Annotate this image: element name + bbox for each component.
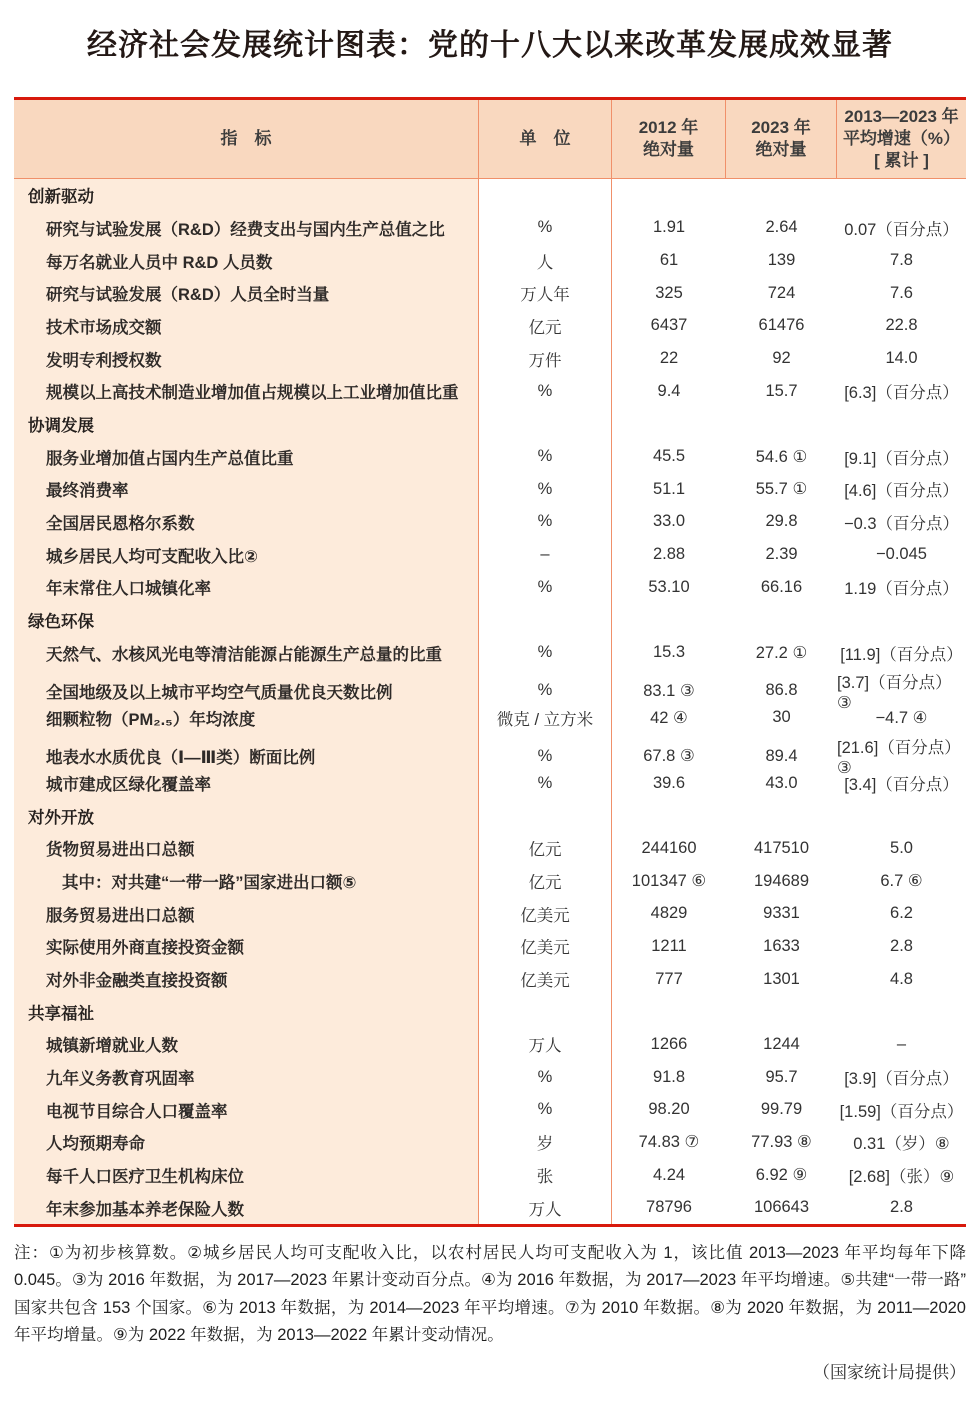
row-unit: 万人年	[479, 277, 612, 310]
row-value-2023: 1244	[763, 1034, 800, 1053]
row-value-growth: 7.8	[890, 251, 913, 270]
section-row	[14, 799, 966, 832]
row-value-2012: 67.8 ③	[643, 747, 695, 766]
row-unit: %	[479, 1061, 612, 1094]
row-value-2023	[726, 604, 837, 637]
row-value-2023: 95.7	[765, 1067, 798, 1086]
row-value-2012: 4.24	[652, 1165, 686, 1184]
table-row	[14, 244, 966, 277]
row-unit: 万人	[479, 1028, 612, 1061]
row-value-growth: 22.8	[885, 316, 918, 335]
row-value-2012: 244160	[641, 838, 697, 857]
row-value-2012: 45.5	[652, 447, 686, 466]
row-value-growth: 2.8	[890, 1198, 913, 1217]
row-value-2023: 2.64	[765, 218, 798, 237]
row-label: 年末常住人口城镇化率	[14, 571, 479, 604]
row-label: 协调发展	[14, 408, 479, 441]
row-value-2012	[612, 995, 726, 1028]
row-label: 发明专利授权数	[14, 342, 479, 375]
row-unit: 万件	[479, 342, 612, 375]
table-row	[14, 669, 966, 712]
row-value-2023: 89.4	[765, 746, 798, 765]
row-unit: 人	[479, 244, 612, 277]
table-row	[14, 1191, 966, 1224]
row-unit: %	[479, 506, 612, 539]
row-label: 细颗粒物（PM₂.₅）年均浓度	[14, 702, 479, 735]
table-row	[14, 897, 966, 930]
row-unit: %	[479, 767, 612, 800]
table-row	[14, 636, 966, 669]
row-value-growth: 1.19（百分点）	[844, 580, 959, 599]
row-value-2023: 27.2 ①	[755, 643, 808, 662]
table-row	[14, 1126, 966, 1159]
table-row	[14, 1028, 966, 1061]
row-value-2023: 86.8	[765, 681, 798, 700]
row-unit: 亿美元	[479, 963, 612, 996]
row-unit: %	[479, 669, 612, 713]
row-label: 年末参加基本养老保险人数	[14, 1191, 479, 1224]
row-value-2012	[612, 604, 726, 637]
row-value-growth: 6.7 ⑥	[880, 872, 923, 891]
row-unit	[479, 799, 612, 832]
table-row	[14, 277, 966, 310]
row-unit: 岁	[479, 1126, 612, 1159]
row-value-growth: [1.59]（百分点）	[839, 1102, 964, 1121]
row-unit: %	[479, 473, 612, 506]
row-label: 实际使用外商直接投资金额	[14, 930, 479, 963]
row-unit: 亿元	[479, 310, 612, 343]
row-unit: %	[479, 212, 612, 245]
row-label: 人均预期寿命	[14, 1126, 479, 1159]
row-value-2012: 42 ④	[650, 708, 688, 727]
row-unit: 万人	[479, 1191, 612, 1224]
column-header-unit: 单 位	[479, 100, 612, 178]
row-value-2023: 106643	[753, 1198, 810, 1217]
row-value-growth	[837, 408, 966, 441]
table-row	[14, 1061, 966, 1094]
row-value-2012: 777	[655, 969, 683, 988]
table-row	[14, 212, 966, 245]
table-row	[14, 767, 966, 800]
row-value-2012	[612, 408, 726, 441]
row-label: 共享福祉	[14, 995, 479, 1028]
row-label: 天然气、水核风光电等清洁能源占能源生产总量的比重	[14, 636, 479, 669]
row-value-2012: 51.1	[652, 479, 686, 498]
row-value-growth: 0.07（百分点）	[844, 220, 959, 239]
table-row	[14, 865, 966, 898]
column-header-growth: 2013—2023 年 平均增速（%） [ 累计 ]	[842, 107, 961, 170]
row-value-2023: 61476	[758, 316, 805, 335]
row-value-2023	[726, 408, 837, 441]
row-unit	[479, 179, 612, 212]
row-value-growth: 5.0	[890, 838, 913, 857]
table-row	[14, 310, 966, 343]
column-header-indicator: 指 标	[14, 100, 479, 178]
column-header-2023: 2023 年 绝对量	[726, 100, 837, 178]
row-value-growth: [21.6]（百分点）③	[837, 739, 961, 778]
row-unit: 亿元	[479, 832, 612, 865]
row-value-2023: 2.39	[765, 545, 798, 564]
row-label: 最终消费率	[14, 473, 479, 506]
row-value-growth: –	[896, 1034, 907, 1053]
row-value-2012: 98.20	[648, 1100, 690, 1119]
stats-table	[14, 97, 966, 1227]
row-unit: 亿美元	[479, 930, 612, 963]
row-value-2012: 6437	[650, 316, 688, 335]
row-unit: %	[479, 1093, 612, 1126]
row-value-2012: 39.6	[652, 773, 686, 792]
row-value-growth	[837, 995, 966, 1028]
row-value-2012: 61	[659, 251, 679, 270]
row-value-2023: 92	[772, 349, 791, 368]
row-unit	[479, 995, 612, 1028]
row-unit: –	[479, 538, 612, 571]
row-label: 城乡居民人均可支配收入比②	[14, 538, 479, 571]
row-value-growth: −0.045	[876, 545, 927, 564]
row-label: 研究与试验发展（R&D）经费支出与国内生产总值之比	[14, 212, 479, 245]
row-value-2023	[726, 799, 837, 832]
table-row	[14, 963, 966, 996]
row-unit: %	[479, 734, 612, 778]
row-value-2023: 55.7 ①	[755, 480, 808, 499]
row-value-2023: 99.79	[760, 1100, 803, 1119]
row-value-growth	[837, 604, 966, 637]
row-value-2023: 417510	[753, 838, 810, 857]
row-label: 研究与试验发展（R&D）人员全时当量	[14, 277, 479, 310]
row-value-2012: 78796	[646, 1198, 692, 1217]
row-value-2012	[612, 179, 726, 212]
table-row	[14, 342, 966, 375]
row-value-growth: [2.68]（张）⑨	[848, 1168, 955, 1187]
row-value-2023: 15.7	[765, 381, 798, 400]
table-header-row	[14, 100, 966, 179]
row-value-growth: [3.9]（百分点）	[844, 1070, 959, 1089]
row-value-2012: 2.88	[652, 545, 686, 564]
row-label: 对外开放	[14, 799, 479, 832]
row-unit: %	[479, 375, 612, 408]
table-row	[14, 571, 966, 604]
row-value-growth: [6.3]（百分点）	[844, 384, 959, 403]
row-label: 全国地级及以上城市平均空气质量优良天数比例	[14, 669, 479, 713]
row-unit: 亿美元	[479, 897, 612, 930]
row-unit: 张	[479, 1159, 612, 1192]
table-row	[14, 473, 966, 506]
row-value-2023: 724	[767, 283, 796, 302]
row-unit: %	[479, 571, 612, 604]
row-label: 技术市场成交额	[14, 310, 479, 343]
table-row	[14, 702, 966, 735]
row-label: 创新驱动	[14, 179, 479, 212]
row-value-growth: 4.8	[890, 969, 913, 988]
table-row	[14, 1159, 966, 1192]
row-label: 电视节目综合人口覆盖率	[14, 1093, 479, 1126]
row-unit	[479, 604, 612, 637]
row-value-2012: 9.4	[657, 381, 681, 400]
row-value-2012	[612, 799, 726, 832]
table-row	[14, 1093, 966, 1126]
row-label: 地表水水质优良（Ⅰ—Ⅲ类）断面比例	[14, 734, 479, 778]
table-row	[14, 538, 966, 571]
row-label: 服务贸易进出口总额	[14, 897, 479, 930]
row-value-growth: [3.7]（百分点）③	[837, 673, 952, 712]
row-label: 其中：对共建“一带一路”国家进出口额⑤	[14, 865, 479, 898]
row-value-growth: 14.0	[885, 349, 918, 368]
table-row	[14, 440, 966, 473]
row-value-2012: 53.10	[648, 577, 690, 596]
row-value-2012: 4829	[650, 904, 688, 923]
row-value-2023: 77.93 ⑧	[751, 1133, 812, 1152]
table-row	[14, 930, 966, 963]
table-row	[14, 375, 966, 408]
row-label: 每千人口医疗卫生机构床位	[14, 1159, 479, 1192]
row-value-2023: 30	[772, 708, 791, 727]
row-value-growth: 2.8	[890, 936, 913, 955]
row-unit: %	[479, 636, 612, 669]
row-label: 城镇新增就业人数	[14, 1028, 479, 1061]
row-value-2023: 139	[767, 251, 796, 270]
row-value-2012: 101347 ⑥	[631, 872, 707, 891]
table-body	[14, 179, 966, 1224]
row-value-2023: 29.8	[765, 512, 798, 531]
row-value-2023: 9331	[763, 904, 800, 923]
row-label: 绿色环保	[14, 604, 479, 637]
row-value-growth: [11.9]（百分点）	[840, 645, 963, 664]
row-value-2012: 15.3	[652, 643, 686, 662]
row-unit: %	[479, 440, 612, 473]
row-value-2023: 1633	[763, 936, 800, 955]
row-value-growth: 7.6	[890, 283, 913, 302]
row-label: 全国居民恩格尔系数	[14, 506, 479, 539]
row-value-growth: −0.3（百分点）	[843, 514, 960, 533]
row-label: 九年义务教育巩固率	[14, 1061, 479, 1094]
row-label: 每万名就业人员中 R&D 人员数	[14, 244, 479, 277]
section-row	[14, 408, 966, 441]
section-row	[14, 179, 966, 212]
row-label: 规模以上高技术制造业增加值占规模以上工业增加值比重	[14, 375, 479, 408]
row-value-growth	[837, 179, 966, 212]
row-value-2023: 1301	[763, 969, 800, 988]
source-credit: （国家统计局提供）	[813, 1362, 966, 1382]
table-row	[14, 506, 966, 539]
row-label: 对外非金融类直接投资额	[14, 963, 479, 996]
row-value-growth: [9.1]（百分点）	[844, 449, 959, 468]
row-value-growth	[837, 799, 966, 832]
row-value-2023: 43.0	[765, 773, 798, 792]
row-value-2023: 194689	[753, 871, 810, 890]
row-value-2023	[726, 995, 837, 1028]
row-unit: 微克 / 立方米	[479, 702, 612, 735]
row-label: 货物贸易进出口总额	[14, 832, 479, 865]
row-value-2012: 1211	[651, 936, 687, 955]
row-label: 服务业增加值占国内生产总值比重	[14, 440, 479, 473]
row-value-2012: 325	[655, 283, 683, 302]
row-value-2012: 22	[659, 349, 679, 368]
row-value-2012: 74.83 ⑦	[638, 1133, 700, 1152]
section-row	[14, 995, 966, 1028]
row-value-2012: 83.1 ③	[643, 681, 695, 700]
table-row	[14, 832, 966, 865]
section-row	[14, 604, 966, 637]
row-value-2012: 33.0	[652, 512, 686, 531]
row-value-growth: 0.31（岁）⑧	[853, 1135, 950, 1154]
row-value-2012: 91.8	[652, 1067, 686, 1086]
row-value-growth: [3.4]（百分点）	[844, 776, 959, 795]
table-row	[14, 734, 966, 778]
row-value-2012: 1.91	[652, 218, 686, 237]
row-value-growth: 6.2	[890, 904, 913, 923]
row-value-growth: [4.6]（百分点）	[844, 482, 959, 501]
row-value-2023: 6.92 ⑨	[755, 1166, 808, 1185]
footnotes: 注：①为初步核算数。②城乡居民人均可支配收入比，以农村居民人均可支配收入为 1，该比值 2013—2023 年平均每年下降 0.045。③为 2016 年数据，为 2017—2023 年累计变动百分点。④为 2016 年数据，为 2017—2023 年平均增速。⑤共建“一带一路”国家共包含 153 个国家。⑥为 2013 年数据，为 2014—2023 年平均增速。⑦为 2010 年数据。⑧为 2020 年数据，为 2011—2020 年平均增量。⑨为 2022 年数据，为 2013—2022 年累计变动情况。	[14, 1244, 966, 1345]
column-header-2012: 2012 年 绝对量	[612, 100, 726, 178]
row-value-2023: 66.16	[760, 577, 803, 596]
row-unit: 亿元	[479, 865, 612, 898]
row-value-2023: 54.6 ①	[755, 447, 808, 466]
row-value-growth: −4.7 ④	[875, 708, 928, 727]
row-value-2023	[726, 179, 837, 212]
row-label: 城市建成区绿化覆盖率	[14, 767, 479, 800]
row-unit	[479, 408, 612, 441]
page-title: 经济社会发展统计图表：党的十八大以来改革发展成效显著	[87, 29, 893, 62]
row-value-2012: 1266	[650, 1034, 688, 1053]
